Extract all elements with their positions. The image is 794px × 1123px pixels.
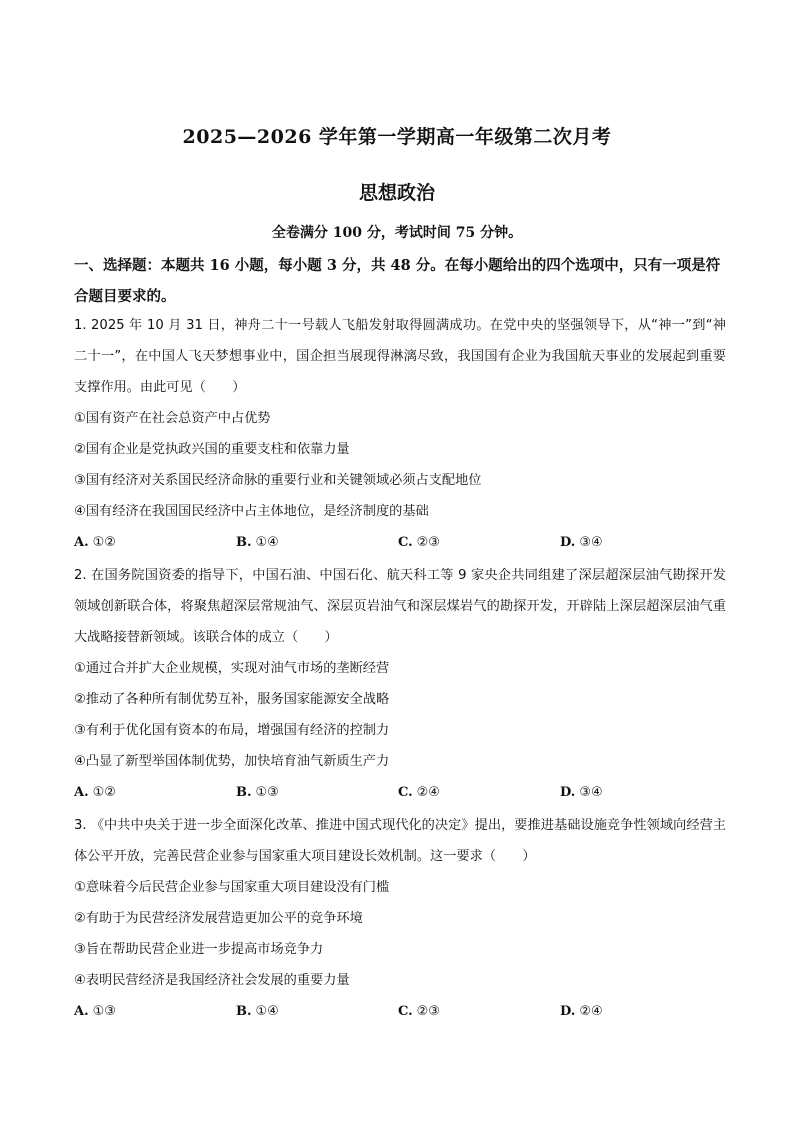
statement-3: ③国有经济对关系国民经济命脉的重要行业和关键领域必须占支配地位 xyxy=(74,473,482,488)
statement-2: ②推动了各种所有制优势互补，服务国家能源安全战略 xyxy=(74,692,390,707)
statement-1: ①国有资产在社会总资产中占优势 xyxy=(74,411,271,426)
question-1 xyxy=(74,310,726,558)
choice-c[interactable]: C. ②③ xyxy=(398,1004,440,1019)
choice-d[interactable]: D. ②④ xyxy=(560,1004,603,1019)
choice-a[interactable]: A. ①② xyxy=(74,785,116,800)
statement-4: ④凸显了新型举国体制优势，加快培育油气新质生产力 xyxy=(74,754,390,769)
statement-2: ②国有企业是党执政兴国的重要支柱和依靠力量 xyxy=(74,442,350,457)
statement-1: ①意味着今后民营企业参与国家重大项目建设没有门槛 xyxy=(74,880,390,895)
choice-a[interactable]: A. ①③ xyxy=(74,1004,116,1019)
statement-4: ④国有经济在我国国民经济中占主体地位，是经济制度的基础 xyxy=(74,504,429,519)
section-heading: 一、选择题：本题共 16 小题，每小题 3 分，共 48 分。在每小题给出的四个选项中，只有一项是符合题目要求的。 xyxy=(74,257,721,305)
statement-3: ③有利于优化国有资本的布局，增强国有经济的控制力 xyxy=(74,723,390,738)
question-stem: 1. 2025 年 10 月 31 日，神舟二十一号载人飞船发射取得圆满成功。在党中央的坚强领导下，从“神一”到“神二十一”，在中国人飞天梦想事业中，国企担当展现得淋漓尽致，我国国有企业为我国航天事业的发展起到重要支撑作用。由此可见（ ） xyxy=(74,318,726,395)
subject-title: 思想政治 xyxy=(358,182,435,204)
statement-4: ④表明民营经济是我国经济社会发展的重要力量 xyxy=(74,973,350,988)
choice-b[interactable]: B. ①③ xyxy=(236,785,279,800)
statement-2: ②有助于为民营经济发展营造更加公平的竞争环境 xyxy=(74,911,363,926)
question-stem: 2. 在国务院国资委的指导下，中国石油、中国石化、航天科工等 9 家央企共同组建了深层超深层油气勘探开发领域创新联合体，将聚焦超深层常规油气、深层页岩油气和深层煤岩气的勘探开发，开辟陆上深层超深层油气重大战略接替新领域。该联合体的成立（ ） xyxy=(74,568,726,645)
question-2 xyxy=(74,560,726,808)
choice-c[interactable]: C. ②③ xyxy=(398,535,440,550)
choice-a[interactable]: A. ①② xyxy=(74,535,116,550)
question-stem: 3. 《中共中央关于进一步全面深化改革、推进中国式现代化的决定》提出，要推进基础设施竞争性领域向经营主体公平开放，完善民营企业参与国家重大项目建设长效机制。这一要求（ ） xyxy=(74,818,726,864)
answer-choices xyxy=(74,527,726,558)
choice-d[interactable]: D. ③④ xyxy=(560,785,603,800)
choice-d[interactable]: D. ③④ xyxy=(560,535,603,550)
exam-title: 2025—2026 学年第一学期高一年级第二次月考 xyxy=(182,126,612,148)
choice-c[interactable]: C. ②④ xyxy=(398,785,440,800)
answer-choices xyxy=(74,996,726,1027)
question-3 xyxy=(74,810,726,1027)
statement-3: ③旨在帮助民营企业进一步提高市场竞争力 xyxy=(74,942,324,957)
exam-note: 全卷满分 100 分，考试时间 75 分钟。 xyxy=(271,225,523,241)
statement-1: ①通过合并扩大企业规模，实现对油气市场的垄断经营 xyxy=(74,661,390,676)
choice-b[interactable]: B. ①④ xyxy=(236,1004,279,1019)
choice-b[interactable]: B. ①④ xyxy=(236,535,279,550)
answer-choices xyxy=(74,777,726,808)
